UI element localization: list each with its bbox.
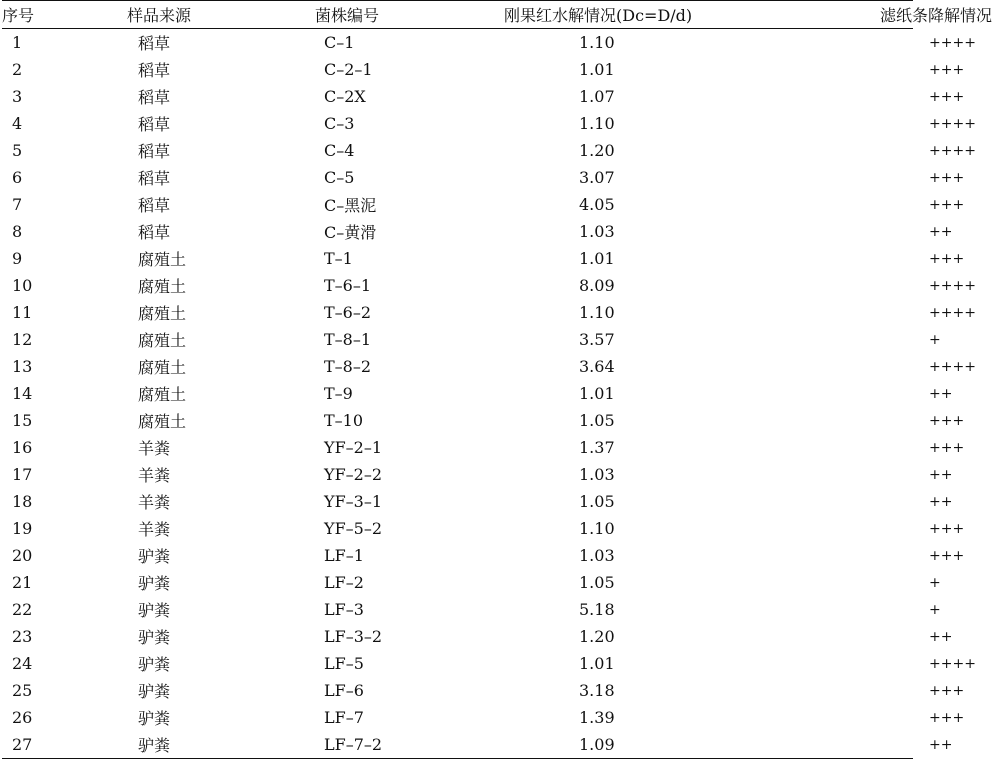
cell-source: 驴粪 (138, 628, 171, 647)
cell-source: 腐殖土 (138, 385, 187, 404)
cell-congo-red: 1.07 (579, 87, 615, 106)
table-row (2, 515, 913, 542)
cell-congo-red: 1.01 (579, 654, 615, 673)
cell-strain: T–8–1 (324, 330, 372, 349)
cell-congo-red: 1.20 (579, 627, 615, 646)
cell-filter-paper: ++ (929, 736, 953, 753)
cell-strain: T–6–2 (324, 303, 372, 322)
cell-strain: T–9 (324, 384, 353, 403)
cell-congo-red: 1.05 (579, 411, 615, 430)
cell-index: 18 (12, 492, 33, 511)
cell-filter-paper: +++ (929, 439, 965, 456)
cell-strain: YF–2–1 (324, 438, 383, 457)
cell-index: 5 (12, 141, 23, 160)
cell-strain: C–2–1 (324, 60, 373, 79)
cell-strain: LF–3 (324, 600, 364, 619)
cell-filter-paper: + (929, 601, 941, 618)
cell-filter-paper: ++++ (929, 142, 976, 159)
cell-strain: C–5 (324, 168, 355, 187)
table-row (2, 596, 913, 623)
cell-congo-red: 1.09 (579, 735, 615, 754)
cell-source: 驴粪 (138, 601, 171, 620)
table-row (2, 56, 913, 83)
cell-strain: C–黄滑 (324, 223, 377, 242)
cell-index: 11 (12, 303, 33, 322)
cell-index: 14 (12, 384, 33, 403)
cell-index: 22 (12, 600, 33, 619)
cell-filter-paper: +++ (929, 412, 965, 429)
cell-strain: C–2X (324, 87, 366, 106)
table-row (2, 110, 913, 137)
cell-strain: C–3 (324, 114, 355, 133)
cell-filter-paper: ++++ (929, 304, 976, 321)
cell-filter-paper: +++ (929, 547, 965, 564)
cell-source: 腐殖土 (138, 358, 187, 377)
cell-index: 3 (12, 87, 23, 106)
cell-strain: T–1 (324, 249, 353, 268)
cell-source: 驴粪 (138, 682, 171, 701)
table-row (2, 407, 913, 434)
table-row (2, 704, 913, 731)
table-row (2, 83, 913, 110)
table-header (2, 1, 992, 29)
cell-source: 稻草 (138, 34, 171, 53)
cell-congo-red: 1.20 (579, 141, 615, 160)
table-row (2, 299, 913, 326)
cell-source: 稻草 (138, 88, 171, 107)
table-row (2, 191, 913, 218)
cell-congo-red: 3.18 (579, 681, 615, 700)
cell-congo-red: 1.05 (579, 573, 615, 592)
cell-congo-red: 1.37 (579, 438, 615, 457)
cell-index: 4 (12, 114, 23, 133)
cell-filter-paper: ++ (929, 385, 953, 402)
cell-index: 8 (12, 222, 23, 241)
cell-source: 稻草 (138, 115, 171, 134)
cell-index: 13 (12, 357, 33, 376)
cell-source: 腐殖土 (138, 277, 187, 296)
cell-source: 羊粪 (138, 466, 171, 485)
table-row (2, 218, 913, 245)
cell-congo-red: 8.09 (579, 276, 615, 295)
cell-source: 稻草 (138, 61, 171, 80)
cell-index: 25 (12, 681, 33, 700)
cell-filter-paper: ++++ (929, 358, 976, 375)
cell-congo-red: 1.10 (579, 519, 615, 538)
cell-index: 16 (12, 438, 33, 457)
table-row (2, 569, 913, 596)
cell-index: 9 (12, 249, 23, 268)
table-row (2, 272, 913, 299)
cell-congo-red: 1.03 (579, 546, 615, 565)
cell-filter-paper: ++ (929, 466, 953, 483)
table-row (2, 380, 913, 407)
cell-index: 15 (12, 411, 33, 430)
cell-strain: LF–3–2 (324, 627, 383, 646)
cell-congo-red: 1.03 (579, 465, 615, 484)
cell-strain: T–6–1 (324, 276, 372, 295)
cell-congo-red: 1.01 (579, 384, 615, 403)
cell-index: 12 (12, 330, 33, 349)
cell-source: 驴粪 (138, 547, 171, 566)
cell-congo-red: 1.05 (579, 492, 615, 511)
cell-strain: C–4 (324, 141, 355, 160)
cell-congo-red: 1.10 (579, 114, 615, 133)
cell-strain: T–10 (324, 411, 364, 430)
cell-index: 17 (12, 465, 33, 484)
cell-filter-paper: +++ (929, 520, 965, 537)
cell-source: 稻草 (138, 142, 171, 161)
cell-filter-paper: +++ (929, 682, 965, 699)
cell-filter-paper: ++++ (929, 115, 976, 132)
cell-congo-red: 3.64 (579, 357, 615, 376)
header-source: 样品来源 (127, 6, 192, 25)
cell-filter-paper: ++++ (929, 655, 976, 672)
cell-congo-red: 4.05 (579, 195, 615, 214)
cell-strain: YF–2–2 (324, 465, 383, 484)
cell-index: 20 (12, 546, 33, 565)
cell-congo-red: 1.03 (579, 222, 615, 241)
cell-source: 驴粪 (138, 736, 171, 755)
header-strain: 菌株编号 (315, 6, 380, 25)
table-row (2, 353, 913, 380)
table-row (2, 164, 913, 191)
cell-filter-paper: ++ (929, 223, 953, 240)
cell-strain: LF–1 (324, 546, 364, 565)
table-row (2, 542, 913, 569)
cell-congo-red: 1.39 (579, 708, 615, 727)
cell-strain: YF–5–2 (324, 519, 383, 538)
cell-index: 21 (12, 573, 33, 592)
cell-source: 稻草 (138, 196, 171, 215)
cell-source: 羊粪 (138, 439, 171, 458)
cell-index: 19 (12, 519, 33, 538)
cell-filter-paper: + (929, 331, 941, 348)
cell-strain: LF–7–2 (324, 735, 383, 754)
header-congo-red: 刚果红水解情况(Dc=D/d) (504, 6, 693, 25)
cell-filter-paper: +++ (929, 709, 965, 726)
table-row (2, 650, 913, 677)
cell-congo-red: 1.10 (579, 303, 615, 322)
cell-source: 稻草 (138, 223, 171, 242)
cell-index: 2 (12, 60, 23, 79)
cell-filter-paper: +++ (929, 88, 965, 105)
cell-filter-paper: + (929, 574, 941, 591)
cell-source: 羊粪 (138, 493, 171, 512)
cell-strain: LF–2 (324, 573, 364, 592)
cell-congo-red: 3.07 (579, 168, 615, 187)
cell-congo-red: 1.01 (579, 60, 615, 79)
cell-congo-red: 1.01 (579, 249, 615, 268)
header-row (2, 1, 913, 29)
cell-source: 腐殖土 (138, 331, 187, 350)
cell-strain: T–8–2 (324, 357, 372, 376)
cell-congo-red: 5.18 (579, 600, 615, 619)
table-row (2, 137, 913, 164)
cell-index: 23 (12, 627, 33, 646)
cell-index: 27 (12, 735, 33, 754)
cell-strain: LF–5 (324, 654, 364, 673)
cell-strain: C–1 (324, 33, 355, 52)
header-filter-paper: 滤纸条降解情况 (880, 6, 992, 25)
cell-index: 26 (12, 708, 33, 727)
cell-filter-paper: ++ (929, 628, 953, 645)
cell-source: 腐殖土 (138, 304, 187, 323)
cell-source: 稻草 (138, 169, 171, 188)
table-row (2, 488, 913, 515)
table-row (2, 245, 913, 272)
cell-filter-paper: +++ (929, 196, 965, 213)
cell-filter-paper: +++ (929, 169, 965, 186)
table-row (2, 623, 913, 650)
cell-filter-paper: +++ (929, 61, 965, 78)
table-row (2, 461, 913, 488)
table-row (2, 434, 913, 461)
cell-index: 6 (12, 168, 23, 187)
cell-filter-paper: ++++ (929, 277, 976, 294)
cell-congo-red: 1.10 (579, 33, 615, 52)
cell-source: 羊粪 (138, 520, 171, 539)
strain-table (2, 0, 992, 759)
table-row (2, 677, 913, 704)
cell-source: 驴粪 (138, 574, 171, 593)
cell-congo-red: 3.57 (579, 330, 615, 349)
cell-source: 驴粪 (138, 655, 171, 674)
cell-strain: C–黑泥 (324, 196, 377, 215)
cell-filter-paper: +++ (929, 250, 965, 267)
cell-index: 24 (12, 654, 33, 673)
cell-strain: LF–7 (324, 708, 364, 727)
cell-index: 7 (12, 195, 23, 214)
table-body (2, 29, 976, 759)
table-row (2, 326, 913, 353)
cell-strain: YF–3–1 (324, 492, 383, 511)
cell-index: 10 (12, 276, 33, 295)
cell-source: 腐殖土 (138, 250, 187, 269)
cell-filter-paper: ++++ (929, 34, 976, 51)
table-row (2, 29, 913, 57)
cell-index: 1 (12, 33, 23, 52)
header-index: 序号 (2, 6, 35, 25)
cell-source: 驴粪 (138, 709, 171, 728)
cell-strain: LF–6 (324, 681, 364, 700)
cell-source: 腐殖土 (138, 412, 187, 431)
cell-filter-paper: ++ (929, 493, 953, 510)
table-row (2, 731, 913, 759)
